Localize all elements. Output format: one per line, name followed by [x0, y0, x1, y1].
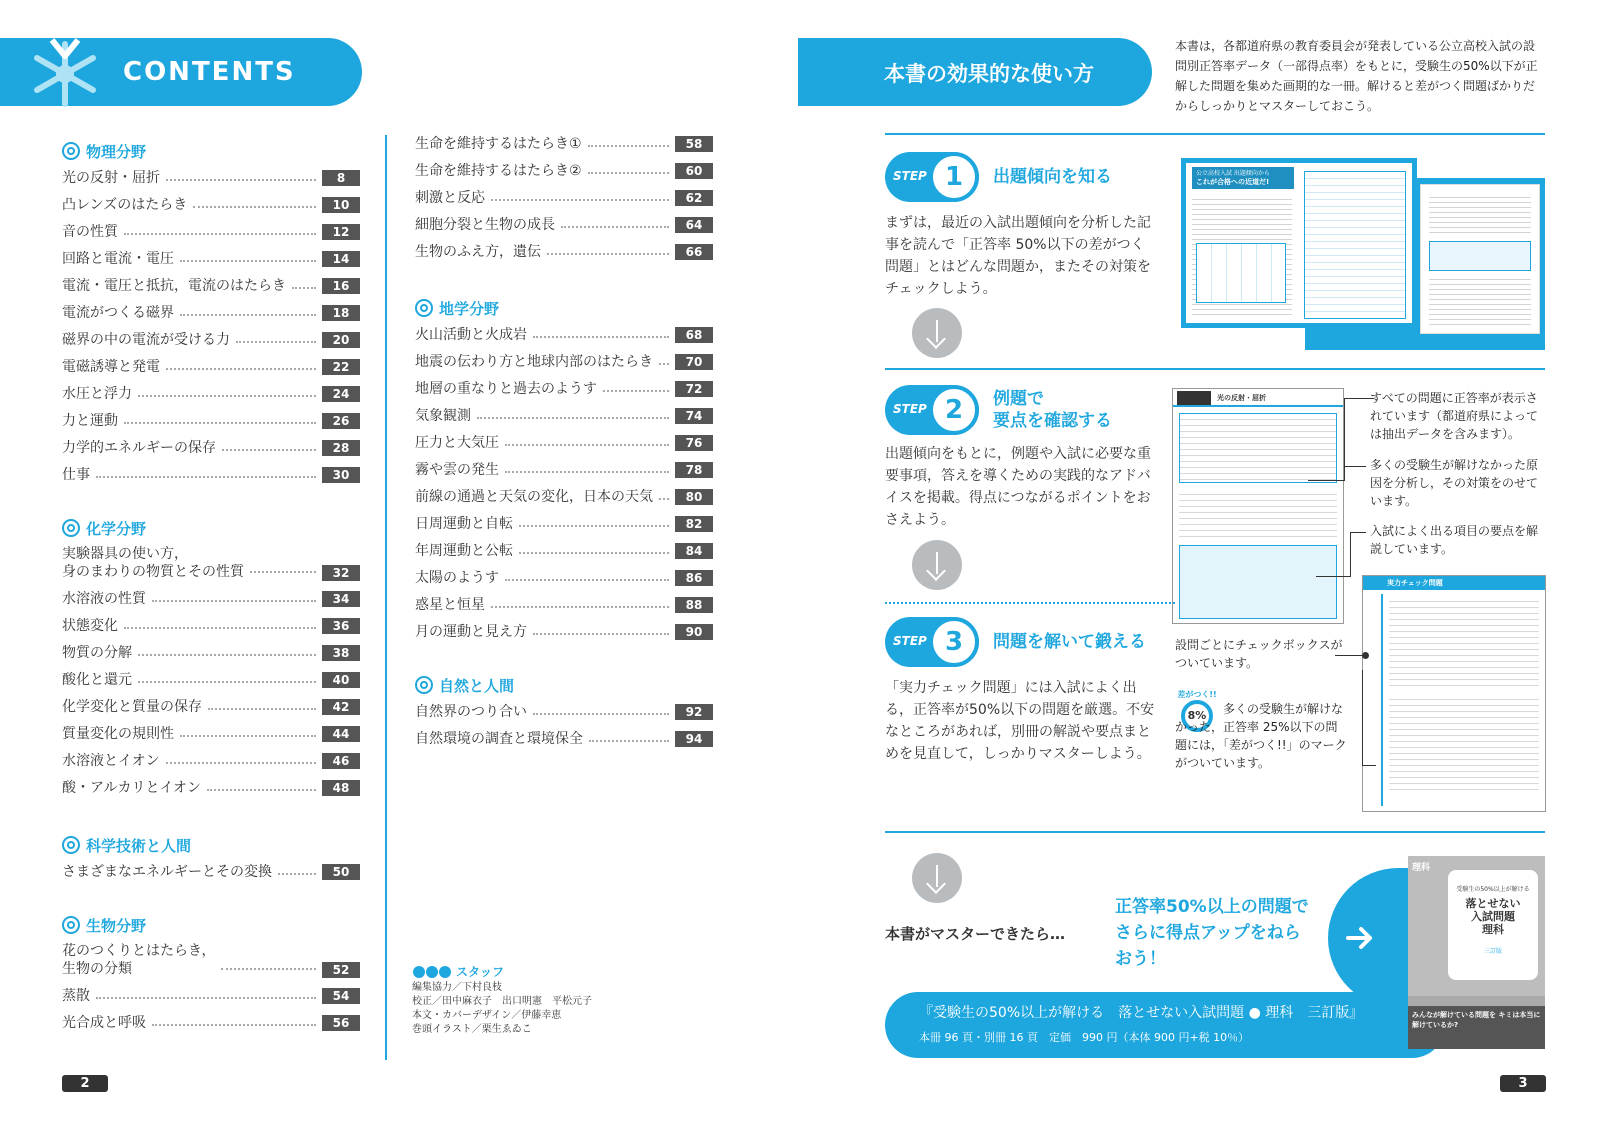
- divider: [885, 831, 1545, 833]
- staff-line: 校正／田中麻衣子 出口明憲 平松元子: [412, 996, 592, 1007]
- toc-item-label: 地層の重なりと過去のようす: [415, 380, 597, 397]
- page-number-tag: 34: [322, 591, 360, 607]
- toc-item[interactable]: [415, 591, 713, 618]
- step-1-heading: [885, 152, 1112, 202]
- leader-dots: [491, 606, 669, 608]
- toc-item-label: さまざまなエネルギーとその変換: [62, 863, 272, 880]
- page-number-tag: 24: [322, 386, 360, 402]
- page-number-tag: 8: [322, 170, 360, 186]
- toc-item-label: 水溶液とイオン: [62, 752, 160, 769]
- page-number-tag: 90: [675, 624, 713, 640]
- step-2-desc: 出題傾向をもとに，例題や入試に必要な重要事項，答えを導くための実践的なアドバイスを掲載。得点につながるポイントをおさえよう。: [885, 446, 1151, 528]
- toc-item[interactable]: [62, 612, 360, 639]
- toc-item[interactable]: [62, 164, 360, 191]
- toc-item[interactable]: [415, 510, 713, 537]
- toc-item-label: 年周運動と公転: [415, 542, 513, 559]
- page-number-tag: 42: [322, 699, 360, 715]
- page-number-tag: 74: [675, 408, 713, 424]
- page-number-tag: 46: [322, 753, 360, 769]
- page-number-tag: 62: [675, 190, 713, 206]
- toc-item-label: 電流・電圧と抵抗，電流のはたらき: [62, 277, 286, 294]
- toc-item[interactable]: [62, 1009, 360, 1036]
- toc-item[interactable]: [415, 238, 713, 265]
- snowflake-icon: [22, 36, 108, 112]
- divider: [885, 368, 1545, 370]
- step-1-desc: まずは，最近の入試出題傾向を分析した記事を読んで「正答率 50%以下の差がつく問題」とはどんな問題か，またその対策をチェックしよう。: [885, 215, 1151, 297]
- page-number-tag: 20: [322, 332, 360, 348]
- toc-section: [62, 138, 360, 488]
- page-number-tag: 88: [675, 597, 713, 613]
- toc-item-label: 蒸散: [62, 987, 90, 1004]
- toc-item-label: 惑星と恒星: [415, 596, 485, 613]
- step2-thumb: [1172, 388, 1344, 624]
- toc-item-label: 地震の伝わり方と地球内部のはたらき: [415, 353, 653, 370]
- toc-item[interactable]: [415, 725, 713, 752]
- toc-item[interactable]: [62, 774, 360, 801]
- section-heading: 科学技術と人間: [62, 832, 360, 858]
- toc-item[interactable]: [62, 541, 360, 585]
- leader-dots: [505, 579, 669, 581]
- page-number-tag: 36: [322, 618, 360, 634]
- cta-text: 正答率50%以上の問題で さらに得点アップをねら おう！: [1115, 897, 1309, 969]
- leader-dots: [533, 633, 669, 635]
- toc-item[interactable]: [62, 380, 360, 407]
- toc-item-label: 酸・アルカリとイオン: [62, 779, 202, 796]
- toc-item[interactable]: [62, 982, 360, 1009]
- cover-question: みんなが解けている問題を キミは本当に解けているか?: [1408, 1006, 1545, 1049]
- book-info-band: [885, 992, 1445, 1058]
- toc-item[interactable]: [415, 537, 713, 564]
- toc-item-label: 生命を維持するはたらき②: [415, 162, 582, 179]
- target-icon: [415, 299, 433, 317]
- toc-item[interactable]: [415, 130, 713, 157]
- step-3-desc: 「実力チェック問題」には入試によく出る，正答率が50%以下の問題を厳選。不安なところがあれば，別冊の解説や要点まとめを見直して，しっかりマスターしよう。: [885, 680, 1155, 762]
- toc-item-label: 電流がつくる磁界: [62, 304, 174, 321]
- book-cover: [1408, 856, 1545, 1049]
- toc-item-label: 自然界のつり合い: [415, 703, 527, 720]
- leader-dots: [208, 708, 316, 710]
- toc-section: [415, 295, 713, 645]
- toc-item[interactable]: [415, 564, 713, 591]
- toc-item[interactable]: [62, 938, 360, 982]
- toc-item-label: 細胞分裂と生物の成長: [415, 216, 555, 233]
- toc-item[interactable]: [415, 321, 713, 348]
- toc-item-label: 日周運動と自転: [415, 515, 513, 532]
- thumb-header: 光の反射・屈折: [1173, 389, 1343, 407]
- page-number-tag: 40: [322, 672, 360, 688]
- down-arrow-icon: [912, 308, 962, 358]
- leader-dots: [505, 444, 669, 446]
- staff-heading: スタッフ: [412, 965, 592, 979]
- target-icon: [415, 676, 433, 694]
- leader-dots: [96, 476, 316, 478]
- page-number-tag: 48: [322, 780, 360, 796]
- leader-dots: [236, 341, 316, 343]
- page-number-left: 2: [62, 1075, 108, 1092]
- leader-dots: [491, 199, 669, 201]
- leader-dots: [533, 336, 669, 338]
- column-divider: [385, 135, 387, 1060]
- page-number-tag: 66: [675, 244, 713, 260]
- leader-dots: [138, 654, 316, 656]
- toc-item-label: 力学的エネルギーの保存: [62, 439, 216, 456]
- leader-dots: [138, 681, 316, 683]
- step-badge: STEP 1: [885, 152, 979, 202]
- toc-item-label: 気象観測: [415, 407, 471, 424]
- toc-item[interactable]: [415, 402, 713, 429]
- toc-item-label: 実験器具の使い方， 身のまわりの物質とその性質: [62, 546, 244, 580]
- toc-item[interactable]: [415, 157, 713, 184]
- leader-dots: [477, 417, 669, 419]
- toc-item-label: 自然環境の調査と環境保全: [415, 730, 583, 747]
- step-title: 例題で 要点を確認する: [993, 389, 1112, 431]
- page-number-tag: 12: [322, 224, 360, 240]
- step-title: 問題を解いて鍛える: [993, 632, 1146, 652]
- staff-line: 巻頭イラスト／栗生ゑゐこ: [412, 1024, 532, 1035]
- toc-item-label: 刺激と反応: [415, 189, 485, 206]
- intro-text: 本書は，各都道府県の教育委員会が発表している公立高校入試の設問別正答率データ（一部得点率）をもとに，受験生の50%以下が正解した問題を集めた画期的な一冊。解けると差がつく問題ばかりだからしっかりとマスターしておこう。: [1175, 39, 1538, 113]
- usage-title: 本書の効果的な使い方: [884, 62, 1094, 86]
- toc-section: [62, 515, 360, 801]
- page-number-tag: 60: [675, 163, 713, 179]
- toc-item-label: 凸レンズのはたらき: [62, 196, 188, 213]
- leader-dots: [193, 206, 316, 208]
- page-number-tag: 64: [675, 217, 713, 233]
- toc-item[interactable]: [62, 747, 360, 774]
- toc-item-label: 太陽のようす: [415, 569, 499, 586]
- step1-thumb-page3: [1420, 184, 1540, 334]
- divider: [885, 133, 1545, 135]
- page-number-tag: 50: [322, 864, 360, 880]
- note-rate: すべての問題に正答率が表示されています（都道府県によっては抽出データを含みます）。: [1370, 391, 1539, 441]
- step3-thumb: [1362, 575, 1546, 812]
- section-heading: 自然と人間: [415, 672, 713, 698]
- cover-subject: 理科: [1412, 863, 1431, 873]
- page-number-tag: 80: [675, 489, 713, 505]
- leader-dots: [152, 600, 316, 602]
- page-number-tag: 52: [322, 962, 360, 978]
- leader-dots: [221, 968, 316, 970]
- book-title: 『受験生の50%以上が解ける 落とせない入試問題 ● 理科 三訂版』: [919, 1005, 1364, 1021]
- toc-item-label: 生物のふえ方，遺伝: [415, 243, 541, 260]
- page-number-tag: 38: [322, 645, 360, 661]
- toc-item-label: 磁界の中の電流が受ける力: [62, 331, 230, 348]
- toc-item[interactable]: [415, 184, 713, 211]
- page-number-tag: 76: [675, 435, 713, 451]
- leader-dots: [278, 873, 316, 875]
- toc-item[interactable]: [415, 456, 713, 483]
- page-number-tag: 10: [322, 197, 360, 213]
- thumb-header: 実力チェック問題: [1363, 576, 1545, 590]
- toc-item-label: 水溶液の性質: [62, 590, 146, 607]
- page-number-tag: 94: [675, 731, 713, 747]
- page-number-tag: 58: [675, 136, 713, 152]
- toc-item-label: 火山活動と火成岩: [415, 326, 527, 343]
- toc-item-label: 花のつくりとはたらき， 生物の分類: [62, 943, 216, 977]
- toc-item-label: 生命を維持するはたらき①: [415, 135, 582, 152]
- page-number-tag: 18: [322, 305, 360, 321]
- note-checkbox: 設問ごとにチェックボックスがついています。: [1175, 638, 1343, 670]
- leader-dots: [292, 287, 316, 289]
- page-number-tag: 56: [322, 1015, 360, 1031]
- leader-dots: [561, 226, 669, 228]
- note-badge: 多くの受験生が解けなかった，正答率 25%以下の問題には，「差がつく!!」のマークがついています。: [1175, 702, 1347, 770]
- toc-item-label: 圧力と大気圧: [415, 434, 499, 451]
- toc-item-label: 回路と電流・電圧: [62, 250, 174, 267]
- target-icon: [62, 836, 80, 854]
- toc-section: [62, 832, 360, 885]
- toc-item[interactable]: [62, 585, 360, 612]
- toc-item-label: 質量変化の規則性: [62, 725, 174, 742]
- toc-item[interactable]: [62, 461, 360, 488]
- page-number-tag: 92: [675, 704, 713, 720]
- toc-item[interactable]: [415, 375, 713, 402]
- leader-dots: [180, 260, 316, 262]
- leader-dots: [96, 997, 316, 999]
- toc-item-label: 状態変化: [62, 617, 118, 634]
- book-info: 本冊 96 頁・別冊 16 頁 定価 990 円（本体 900 円+税 10％）: [919, 1031, 1250, 1044]
- toc-section: [62, 912, 360, 1036]
- note-points: 入試によく出る項目の要点を解説しています。: [1370, 524, 1539, 556]
- toc-item-label: 光の反射・屈折: [62, 169, 160, 186]
- leader-dots: [166, 762, 316, 764]
- toc-item-label: 酸化と還元: [62, 671, 132, 688]
- dashed-divider: [885, 602, 1175, 604]
- leader-dots: [659, 498, 669, 500]
- toc-item[interactable]: [415, 618, 713, 645]
- page-number-tag: 30: [322, 467, 360, 483]
- leader-dots: [603, 390, 669, 392]
- target-icon: [62, 916, 80, 934]
- toc-item[interactable]: [415, 698, 713, 725]
- leader-dots: [547, 253, 669, 255]
- leader-dots: [166, 179, 316, 181]
- staff-line: 編集協力／下村良枝: [412, 982, 502, 993]
- badge-sagatsuku: 差がつく!! 8%: [1175, 690, 1219, 734]
- step-badge: STEP 2: [885, 385, 979, 435]
- page-number-tag: 44: [322, 726, 360, 742]
- toc-item[interactable]: [62, 353, 360, 380]
- page-number-tag: 78: [675, 462, 713, 478]
- toc-item-label: 音の性質: [62, 223, 118, 240]
- page-number-tag: 86: [675, 570, 713, 586]
- toc-item[interactable]: [62, 245, 360, 272]
- leader-dots: [588, 145, 669, 147]
- page-number-tag: 70: [675, 354, 713, 370]
- toc-item[interactable]: [62, 218, 360, 245]
- contents-title: CONTENTS: [123, 57, 296, 87]
- toc-section: [415, 130, 713, 265]
- leader-dots: [505, 471, 669, 473]
- staff-line: 本文・カバーデザイン／伊藤幸恵: [412, 1010, 562, 1021]
- page-number-tag: 28: [322, 440, 360, 456]
- toc-item[interactable]: [62, 639, 360, 666]
- right-arrow-icon: [1340, 918, 1380, 958]
- page-number-tag: 16: [322, 278, 360, 294]
- page-number-tag: 72: [675, 381, 713, 397]
- step-2-heading: [885, 385, 1112, 435]
- toc-item[interactable]: [62, 434, 360, 461]
- toc-item[interactable]: [62, 666, 360, 693]
- page-number-tag: 82: [675, 516, 713, 532]
- page-number-tag: 84: [675, 543, 713, 559]
- page-number-tag: 54: [322, 988, 360, 1004]
- leader-dots: [138, 395, 316, 397]
- toc-item[interactable]: [415, 211, 713, 238]
- usage-banner: [798, 38, 1152, 106]
- toc-item[interactable]: [62, 191, 360, 218]
- toc-item-label: 前線の通過と天気の変化，日本の天気: [415, 488, 653, 505]
- page-number-tag: 14: [322, 251, 360, 267]
- toc-item-label: 霧や雲の発生: [415, 461, 499, 478]
- thumb-title-small: 公立高校入試 出題傾向から: [1196, 170, 1270, 177]
- page-number-tag: 68: [675, 327, 713, 343]
- section-heading: 化学分野: [62, 515, 360, 541]
- page-number-tag: 32: [322, 565, 360, 581]
- cover-edition: 三訂版: [1483, 948, 1502, 955]
- leader-dots: [589, 740, 669, 742]
- leader-dots: [166, 368, 316, 370]
- thumb-title: これが合格への近道だ!: [1196, 178, 1270, 186]
- toc-item-label: 月の運動と見え方: [415, 623, 527, 640]
- cover-sub: 受験生の50%以上が解ける: [1456, 886, 1530, 893]
- toc-item[interactable]: [415, 483, 713, 510]
- toc-item-label: 光合成と呼吸: [62, 1014, 146, 1031]
- toc-item[interactable]: [415, 348, 713, 375]
- toc-item[interactable]: [62, 858, 360, 885]
- section-heading: 生物分野: [62, 912, 360, 938]
- step1-thumb-front: [1181, 158, 1417, 328]
- down-arrow-icon: [912, 853, 962, 903]
- leader-dots: [152, 1024, 316, 1026]
- toc-item[interactable]: [62, 326, 360, 353]
- leader-dots: [124, 233, 316, 235]
- toc-item-label: 電磁誘導と発電: [62, 358, 160, 375]
- page-number-right: 3: [1500, 1075, 1546, 1092]
- toc-item-label: 力と運動: [62, 412, 118, 429]
- leader-dots: [519, 552, 669, 554]
- leader-dots: [519, 525, 669, 527]
- note-analysis: 多くの受験生が解けなかった原因を分析し，その対策をのせています。: [1370, 458, 1539, 508]
- leader-dots: [207, 789, 316, 791]
- leader-dots: [180, 314, 316, 316]
- target-icon: [62, 519, 80, 537]
- toc-item-label: 化学変化と質量の保存: [62, 698, 202, 715]
- leader-dots: [124, 422, 316, 424]
- section-heading: 地学分野: [415, 295, 713, 321]
- toc-item[interactable]: [62, 720, 360, 747]
- page-number-tag: 26: [322, 413, 360, 429]
- toc-section: [415, 672, 713, 752]
- toc-item[interactable]: [415, 429, 713, 456]
- target-icon: [62, 142, 80, 160]
- toc-item-label: 水圧と浮力: [62, 385, 132, 402]
- leader-dots: [533, 713, 669, 715]
- leader-dots: [659, 363, 669, 365]
- cover-title: 落とせない 入試問題 理科: [1465, 897, 1521, 936]
- leader-dots: [222, 449, 316, 451]
- leader-dots: [588, 172, 669, 174]
- staff-icon: [412, 965, 452, 979]
- leader-dots: [124, 627, 316, 629]
- step-title: 出題傾向を知る: [993, 167, 1112, 187]
- step-3-heading: [885, 617, 1146, 667]
- toc-item-label: 仕事: [62, 466, 90, 483]
- section-heading: 物理分野: [62, 138, 360, 164]
- toc-item[interactable]: [62, 407, 360, 434]
- page-number-tag: 22: [322, 359, 360, 375]
- toc-item[interactable]: [62, 693, 360, 720]
- leader-dots: [250, 571, 316, 573]
- staff-credits: [412, 965, 592, 1037]
- leader-dots: [180, 735, 316, 737]
- toc-item[interactable]: [62, 299, 360, 326]
- down-arrow-icon: [912, 540, 962, 590]
- toc-item-label: 物質の分解: [62, 644, 132, 661]
- master-text: 本書がマスターできたら…: [885, 925, 1066, 943]
- toc-item[interactable]: [62, 272, 360, 299]
- step-badge: STEP 3: [885, 617, 979, 667]
